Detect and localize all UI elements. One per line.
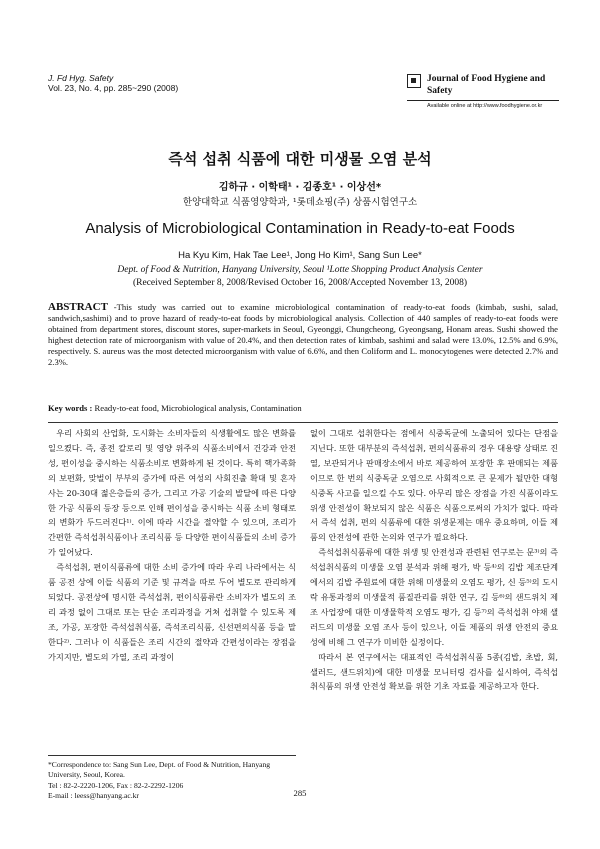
keywords-label: Key words :: [48, 403, 93, 413]
journal-logo-title: Journal of Food Hygiene and Safety: [427, 74, 546, 96]
abstract-text: -This study was carried out to examine microbiological contamination of ready-to-eat foods (kimbab, sushi, salad, sandwich,sashimi) and to prove hazard of ready-to-eat foods by microbiological analysis. Collection of 440 samples of ready-to-eat foods were obtained from department stores, discount stores, super-markets in Seoul, Gyeonggi, Chungcheong, Gyeongsang, Honam areas. Sushi showed the highest detection rate of microorganism with value of 20.4%, and then detection rates of kimbab, sashimi and salad were 13.0%, 12.5% and 6.9%, respectively. S. aureus was the most detected microorganism with value of 6.6%, and then Coliform and L. monocytogenes were detected 2.7% and 2.3%.: [48, 302, 558, 368]
received-dates: (Received September 8, 2008/Revised October 16, 2008/Accepted November 13, 2008): [133, 278, 467, 288]
body-paragraph: 우리 사회의 산업화, 도시화는 소비자들의 식생활에도 많은 변화를 일으켰다. 즉, 종전 칼로리 및 영양 위주의 식품소비에서 건강과 안전성, 편이성을 중시하는 식품소비로 변화하게 된 것이다. 특히 핵가족화의 보편화, 맞벌이 부부의 증가에 따른 여성의 사회진출 확대 및 혼자 사는 20-30대 젊은층들의 증가, 그리고 가공 기술의 발달에 따른 다양한 가공 식품의 등장 등으로 인해 편이성을 중시하는 식품 소비 형태로의 변화가 두드러진다¹⁾. 이에 따라 시간을 절약할 수 있으며, 조리가 간편한 즉석섭취식품이나 조리식품 등 다양한 편이식품들의 소비 증가가 일어났다.: [48, 428, 296, 558]
footnote-divider: [48, 755, 296, 756]
journal-online-url[interactable]: Available online at http://www.foodhygiene.or.kr: [427, 103, 543, 109]
footnote-line: Tel : 82-2-2220-1206, Fax : 82-2-2292-1206: [48, 780, 184, 790]
footnote-line: *Correspondence to: Sang Sun Lee, Dept. of Food & Nutrition, Hanyang University, Seoul, Korea.: [48, 760, 271, 780]
journal-volume: Vol. 23, No. 4, pp. 285~290 (2008): [48, 83, 179, 93]
abstract-label: ABSTRACT: [48, 301, 108, 313]
body-paragraph: 없이 그대로 섭취한다는 점에서 식중독균에 노출되어 있다는 단점을 지닌다. 또한 대부분의 즉석섭취, 편의식품류의 경우 대용량 상태로 진열, 보관되거나 판매장소에서 바로 제공하여 포장한 후 판매되는 제품이므로 한 번의 식중독균 오염으로 사회적으로 큰 문제가 될만한 대형 식중독 사고를 일으킬 수도 있다. 아무리 많은 장점을 가진 식품이라도 위생 안전성이 확보되지 않은 식품은 식품으로써의 가치가 없다. 따라서 즉석 섭취, 편의 식품류에 대한 위생문제는 매우 중요하며, 이들 제품의 안전성에 관한 논의와 연구가 필요하다.: [310, 428, 558, 543]
body-paragraph: 따라서 본 연구에서는 대표적인 즉석섭취식품 5종(김밥, 초밥, 회, 샐러드, 샌드위치)에 대한 미생물 모니터링 검사를 실시하여, 즉석섭취식품의 위생 안전성 확보를 위한 기초 자료를 제공하고자 한다.: [310, 651, 558, 692]
body-paragraph: 즉석섭취식품류에 대한 위생 및 안전성과 관련된 연구로는 문³⁾의 즉석섭취식품의 미생물 오염 분석과 위해 평가, 박 등⁴⁾의 김밥 제조단계에서의 김밥 주원료에 대한 위해 미생물의 오염도 평가, 신 등⁵⁾의 도시락 유통과정의 미생물적 품질관리를 위한 연구, 김 등⁶⁾의 샌드위치 제조 사업장에 대한 미생물학적 오염도 평가, 김 등⁷⁾의 즉석섭취 야채 샐러드의 미생물 오염 조사 등이 있으나, 이들 제품의 위생 안전의 중요성에 비해 그 연구가 미비한 실정이다.: [310, 547, 558, 647]
footnote-email: E-mail : leess@hanyang.ac.kr: [48, 791, 139, 801]
journal-logo: [407, 70, 559, 120]
english-affiliation: Dept. of Food & Nutrition, Hanyang University, Seoul ¹Lotte Shopping Product Analysis Center: [117, 265, 483, 275]
body-paragraph: 즉석섭취, 편이식품류에 대한 소비 증가에 따라 우리 나라에서는 식품 공전 상에 이들 식품의 기준 및 규격을 따로 두어 별도로 관리하게 되었다. 공전상에 명시한 즉석섭취, 편이식품류란 소비자가 별도의 조리 과정 없이 그대로 또는 단순 조리과정을 거쳐 섭취할 수 있도록 제조, 가공, 포장한 즉석섭취식품, 즉석조리식품, 신선편의식품 등을 말한다²⁾. 그러나 이 식품들은 조리 시간의 절약과 간편성이라는 장점을 가지지만, 별도의 가열, 조리 과정이: [48, 562, 296, 662]
keywords: [48, 403, 558, 413]
section-divider: [48, 422, 558, 423]
journal-citation: [48, 73, 178, 93]
korean-affiliation: 한양대학교 식품영양학과, ¹롯데쇼핑(주) 상품시험연구소: [182, 197, 418, 208]
body-column-left: [48, 426, 296, 665]
korean-title: 즉석 섭취 식품에 대한 미생물 오염 분석: [168, 150, 432, 168]
body-column-right: [310, 426, 558, 694]
journal-name: J. Fd Hyg. Safety: [48, 73, 114, 83]
english-authors: Ha Kyu Kim, Hak Tae Lee¹, Jong Ho Kim¹, Sang Sun Lee*: [178, 250, 422, 261]
abstract: [48, 302, 558, 369]
journal-logo-icon: [407, 74, 421, 88]
english-title: Analysis of Microbiological Contamination in Ready-to-eat Foods: [85, 220, 515, 237]
page-number: 285: [293, 788, 307, 798]
keywords-text: Ready-to-eat food, Microbiological analysis, Contamination: [92, 403, 302, 413]
korean-authors: 김하규 · 이학태¹ · 김종호¹ · 이상선*: [218, 182, 382, 193]
logo-divider: [407, 100, 559, 101]
